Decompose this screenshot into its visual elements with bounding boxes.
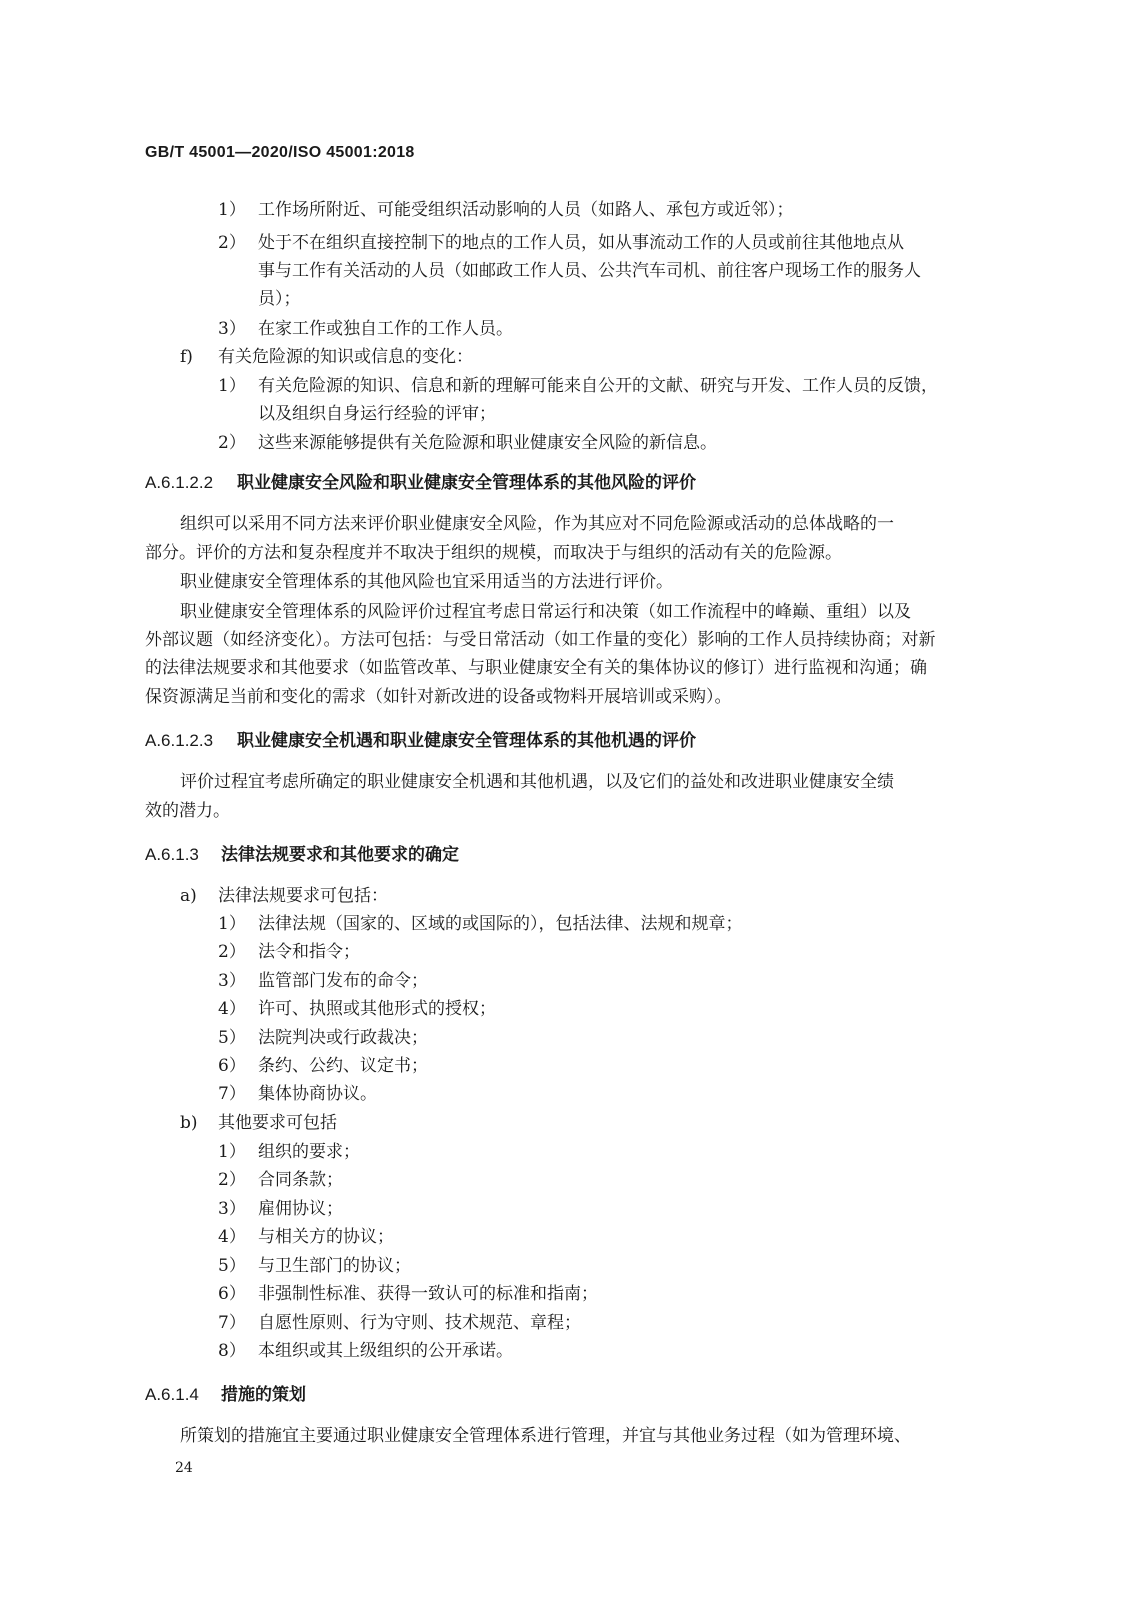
item-text: 与卫生部门的协议； bbox=[258, 1256, 411, 1276]
list-item bbox=[218, 1282, 598, 1306]
item-text: 监管部门发布的命令； bbox=[258, 971, 428, 991]
list-item bbox=[218, 1254, 411, 1278]
list-item bbox=[218, 1311, 581, 1335]
paragraph-line: 评价过程宜考虑所确定的职业健康安全机遇和其他机遇，以及它们的益处和改进职业健康安全绩 bbox=[180, 772, 894, 792]
item-text: 本组织或其上级组织的公开承诺。 bbox=[258, 1341, 513, 1361]
item-number: 5） bbox=[218, 1028, 246, 1048]
item-number: 2） bbox=[218, 433, 246, 453]
list-item bbox=[218, 912, 743, 936]
item-number: 2） bbox=[218, 233, 246, 253]
list-item-a bbox=[180, 884, 388, 908]
paragraph-line: 所策划的措施宜主要通过职业健康安全管理体系进行管理，并宜与其他业务过程（如为管理环境、 bbox=[180, 1426, 911, 1446]
item-text: 法院判决或行政裁决； bbox=[258, 1028, 428, 1048]
list-item bbox=[218, 1054, 428, 1078]
page-number: 24 bbox=[175, 1460, 193, 1476]
item-number: 6） bbox=[218, 1056, 246, 1076]
item-text: 许可、执照或其他形式的授权； bbox=[258, 999, 496, 1019]
item-marker: f) bbox=[180, 347, 193, 367]
section-title: 职业健康安全机遇和职业健康安全管理体系的其他机遇的评价 bbox=[237, 731, 696, 751]
item-text: 组织的要求； bbox=[258, 1142, 360, 1162]
item-text-continuation: 以及组织自身运行经验的评审； bbox=[258, 404, 496, 424]
list-item-b bbox=[180, 1111, 337, 1135]
section-heading bbox=[145, 471, 696, 495]
item-number: 7） bbox=[218, 1313, 246, 1333]
item-text: 法令和指令； bbox=[258, 942, 360, 962]
list-item bbox=[218, 317, 513, 341]
item-number: 3） bbox=[218, 1199, 246, 1219]
item-text-continuation: 员）； bbox=[258, 289, 301, 309]
list-item-f bbox=[180, 345, 473, 369]
item-text: 工作场所附近、可能受组织活动影响的人员（如路人、承包方或近邻）； bbox=[258, 200, 794, 220]
list-item bbox=[218, 1197, 343, 1221]
item-number: 1） bbox=[218, 200, 246, 220]
section-title: 法律法规要求和其他要求的确定 bbox=[221, 845, 459, 865]
item-number: 3） bbox=[218, 319, 246, 339]
item-number: 3） bbox=[218, 971, 246, 991]
item-text-continuation: 事与工作有关活动的人员（如邮政工作人员、公共汽车司机、前往客户现场工作的服务人 bbox=[258, 261, 921, 281]
item-text: 法律法规要求可包括： bbox=[218, 886, 388, 906]
list-item bbox=[218, 1339, 513, 1363]
list-item bbox=[218, 1168, 343, 1192]
item-text: 合同条款； bbox=[258, 1170, 343, 1190]
section-number: A.6.1.2.3 bbox=[145, 731, 214, 750]
item-number: 2） bbox=[218, 1170, 246, 1190]
item-text: 非强制性标准、获得一致认可的标准和指南； bbox=[258, 1284, 598, 1304]
list-item bbox=[218, 198, 794, 222]
list-item bbox=[218, 997, 496, 1021]
paragraph-line: 部分。评价的方法和复杂程度并不取决于组织的规模，而取决于与组织的活动有关的危险源。 bbox=[145, 543, 842, 563]
list-item bbox=[218, 374, 938, 398]
item-number: 4） bbox=[218, 999, 246, 1019]
list-item bbox=[218, 1082, 377, 1106]
list-item bbox=[218, 1026, 428, 1050]
item-number: 1） bbox=[218, 376, 246, 396]
paragraph-line: 组织可以采用不同方法来评价职业健康安全风险，作为其应对不同危险源或活动的总体战略的一 bbox=[180, 514, 894, 534]
list-item bbox=[218, 940, 360, 964]
paragraph-line: 保资源满足当前和变化的需求（如针对新改进的设备或物料开展培训或采购）。 bbox=[145, 687, 732, 707]
section-number: A.6.1.4 bbox=[145, 1385, 199, 1404]
paragraph-line: 效的潜力。 bbox=[145, 801, 230, 821]
section-title: 职业健康安全风险和职业健康安全管理体系的其他风险的评价 bbox=[237, 473, 696, 493]
item-text: 处于不在组织直接控制下的地点的工作人员，如从事流动工作的人员或前往其他地点从 bbox=[258, 233, 904, 253]
item-number: 1） bbox=[218, 914, 246, 934]
item-text: 条约、公约、议定书； bbox=[258, 1056, 428, 1076]
section-heading bbox=[145, 843, 459, 867]
item-text: 集体协商协议。 bbox=[258, 1084, 377, 1104]
item-text: 与相关方的协议； bbox=[258, 1227, 394, 1247]
item-number: 4） bbox=[218, 1227, 246, 1247]
item-number: 2） bbox=[218, 942, 246, 962]
item-text: 雇佣协议； bbox=[258, 1199, 343, 1219]
list-item bbox=[218, 1225, 394, 1249]
item-number: 8） bbox=[218, 1341, 246, 1361]
standard-header: GB/T 45001—2020/ISO 45001:2018 bbox=[145, 144, 415, 161]
section-heading bbox=[145, 1383, 306, 1407]
paragraph-line: 外部议题（如经济变化）。方法可包括：与受日常活动（如工作量的变化）影响的工作人员持续协商；对新 bbox=[145, 630, 936, 650]
item-text: 有关危险源的知识、信息和新的理解可能来自公开的文献、研究与开发、工作人员的反馈， bbox=[258, 376, 938, 396]
list-item bbox=[218, 231, 904, 255]
list-item bbox=[218, 969, 428, 993]
section-title: 措施的策划 bbox=[221, 1385, 306, 1405]
item-number: 5） bbox=[218, 1256, 246, 1276]
paragraph-line: 的法律法规要求和其他要求（如监管改革、与职业健康安全有关的集体协议的修订）进行监视和沟通；确 bbox=[145, 658, 927, 678]
section-number: A.6.1.3 bbox=[145, 845, 199, 864]
list-item bbox=[218, 431, 717, 455]
item-text: 其他要求可包括 bbox=[218, 1113, 337, 1133]
item-number: 1） bbox=[218, 1142, 246, 1162]
paragraph-line: 职业健康安全管理体系的风险评价过程宜考虑日常运行和决策（如工作流程中的峰巅、重组）以及 bbox=[180, 602, 911, 622]
item-text: 有关危险源的知识或信息的变化： bbox=[218, 347, 473, 367]
item-text: 在家工作或独自工作的工作人员。 bbox=[258, 319, 513, 339]
item-marker: b) bbox=[180, 1113, 198, 1133]
list-item bbox=[218, 1140, 360, 1164]
item-text: 这些来源能够提供有关危险源和职业健康安全风险的新信息。 bbox=[258, 433, 717, 453]
item-text: 法律法规（国家的、区域的或国际的），包括法律、法规和规章； bbox=[258, 914, 743, 934]
paragraph-line: 职业健康安全管理体系的其他风险也宜采用适当的方法进行评价。 bbox=[180, 572, 673, 592]
section-heading bbox=[145, 729, 696, 753]
item-number: 6） bbox=[218, 1284, 246, 1304]
item-text: 自愿性原则、行为守则、技术规范、章程； bbox=[258, 1313, 581, 1333]
section-number: A.6.1.2.2 bbox=[145, 473, 214, 492]
item-number: 7） bbox=[218, 1084, 246, 1104]
item-marker: a) bbox=[180, 886, 197, 906]
